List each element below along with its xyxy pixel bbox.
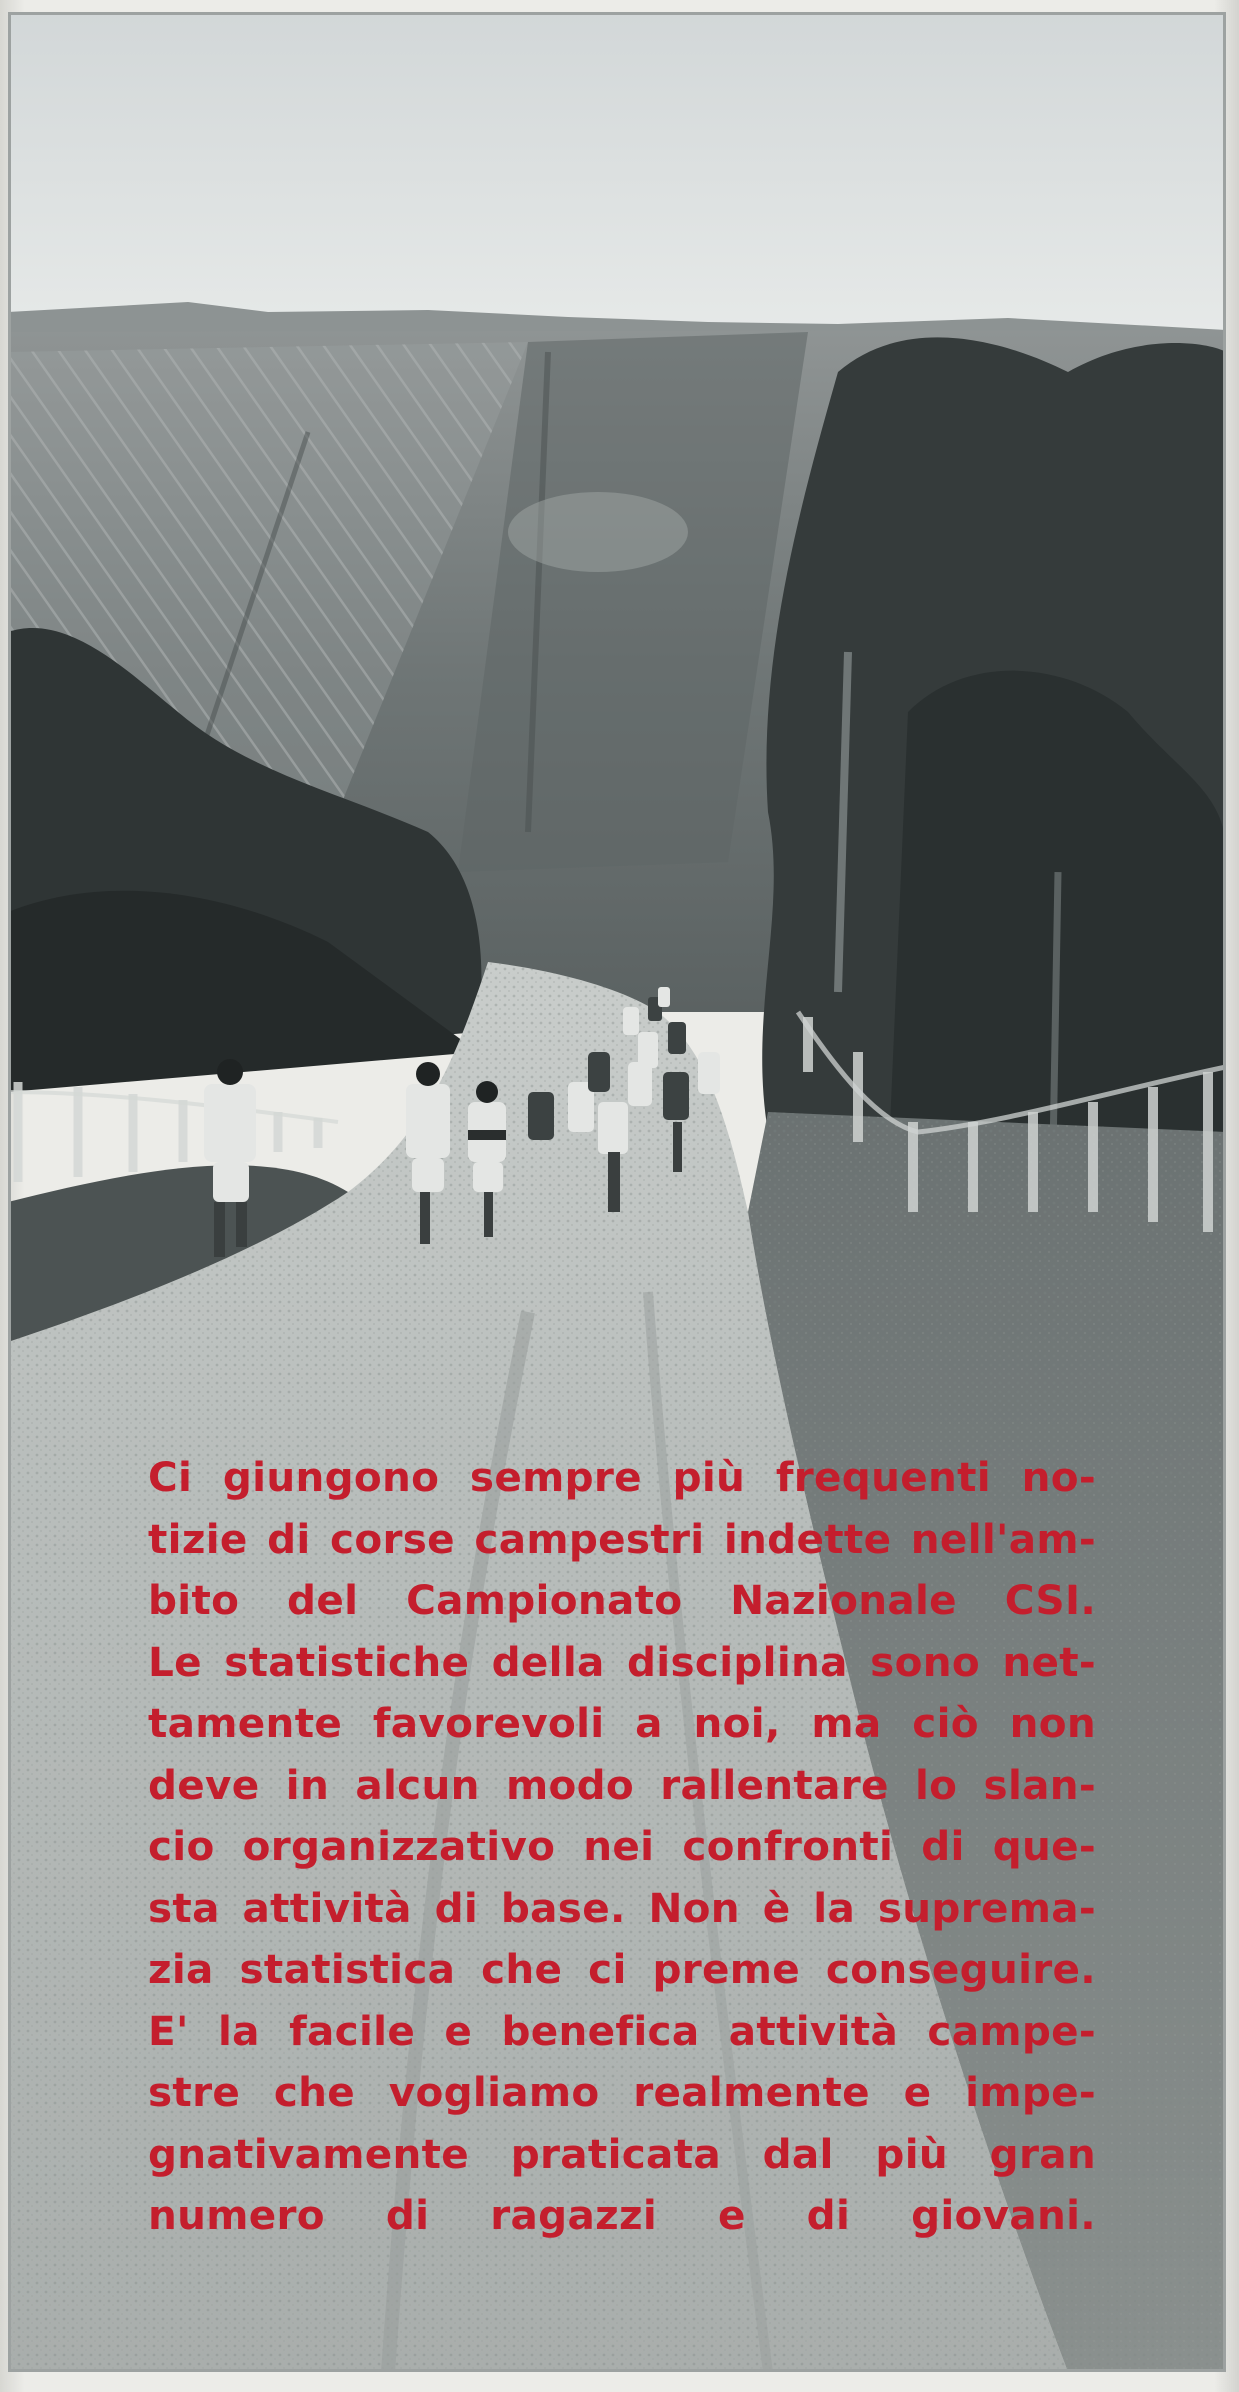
caption-line-9: zia statistica che ci preme conseguire. bbox=[148, 1945, 1096, 1993]
caption-line-4: Le statistiche della disciplina sono net- bbox=[148, 1637, 1096, 1686]
caption-line-12: gnativamente praticata dal più gran bbox=[148, 2129, 1096, 2178]
caption-line-13: numero di ragazzi e di giovani. bbox=[148, 2191, 1096, 2239]
caption-line-10: E' la facile e benefica attività campe- bbox=[148, 2006, 1096, 2055]
caption-line-8: sta attività di base. Non è la suprema- bbox=[148, 1883, 1096, 1932]
caption-line-2: tizie di corse campestri indette nell'am- bbox=[148, 1514, 1096, 1563]
caption-line-7: cio organizzativo nei confronti di que- bbox=[148, 1822, 1096, 1870]
caption-line-6: deve in alcun modo rallentare lo slan- bbox=[148, 1760, 1096, 1809]
caption-line-11: stre che vogliamo realmente e impe- bbox=[148, 2068, 1096, 2116]
caption-text-block bbox=[148, 1447, 1096, 2247]
caption-line-1: Ci giungono sempre più frequenti no- bbox=[148, 1453, 1096, 1501]
caption-line-5: tamente favorevoli a noi, ma ciò non bbox=[148, 1699, 1096, 1747]
caption-line-3: bito del Campionato Nazionale CSI. bbox=[148, 1576, 1096, 1624]
